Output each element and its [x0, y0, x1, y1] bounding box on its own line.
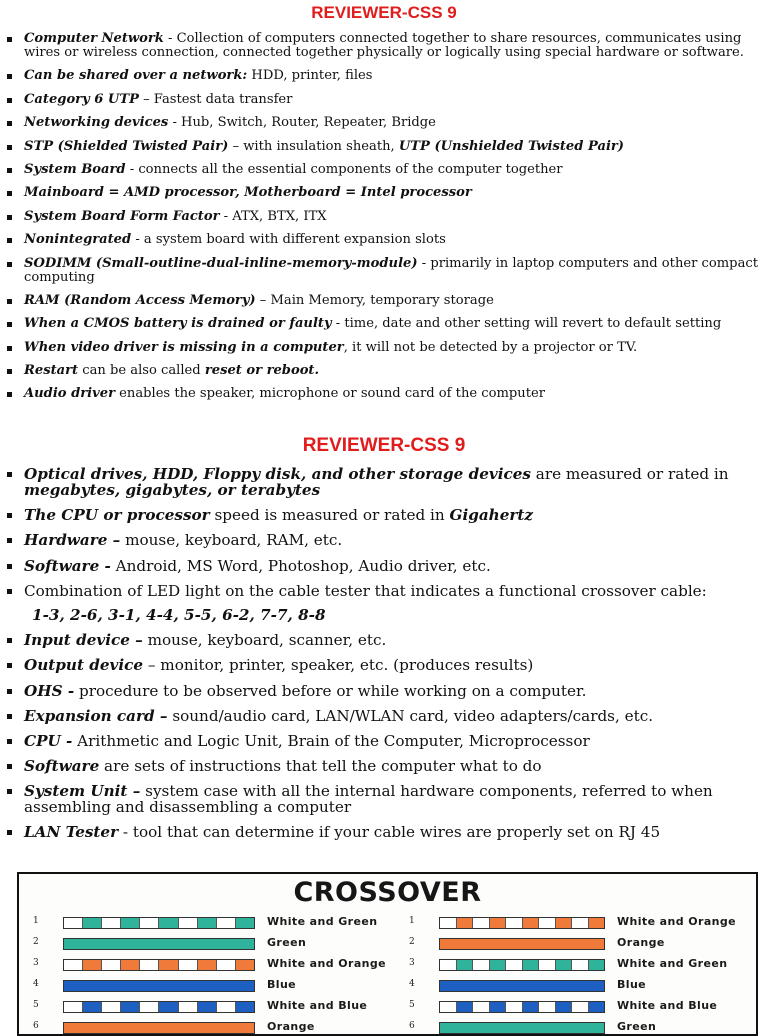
- list-item-term: Output device: [24, 656, 144, 675]
- list-item-term: 1-3, 2-6, 3-1, 4-4, 5-5, 6-2, 7-7, 8-8: [32, 605, 326, 624]
- list-item: [6, 69, 758, 83]
- wire-row: [33, 998, 393, 1018]
- wire-pin-number: 6: [33, 1021, 39, 1031]
- wire-color-label: White and Green: [267, 915, 378, 928]
- list-item-term: LAN Tester: [24, 823, 119, 842]
- wire-strip: [63, 938, 255, 950]
- reviewer-heading-1: REVIEWER-CSS 9: [311, 3, 457, 22]
- list-item-term: The CPU or processor: [24, 506, 210, 525]
- wire-color-label: White and Orange: [267, 957, 387, 970]
- list-item: [6, 683, 758, 699]
- list-item-text: Android, MS Word, Photoshop, Audio driver, etc.: [110, 556, 491, 575]
- wire-pin-number: 4: [409, 979, 415, 989]
- wire-strip: [63, 959, 255, 971]
- list-item-term: Hardware –: [24, 531, 121, 550]
- list-item-term: Networking devices: [24, 115, 169, 131]
- list-item-text: – Fastest data transfer: [138, 91, 293, 107]
- list-item: [6, 294, 758, 308]
- list-item: [6, 708, 758, 724]
- wire-row: [409, 935, 758, 955]
- list-item-text: - a system board with different expansion slots: [131, 232, 446, 248]
- wire-row: [33, 956, 393, 976]
- list-item: [6, 32, 758, 60]
- wire-row: [33, 1019, 393, 1036]
- wire-color-label: White and Blue: [617, 999, 718, 1012]
- list-item: [6, 507, 758, 523]
- list-item-term: Software -: [24, 556, 111, 575]
- list-item-term: When video driver is missing in a computer: [24, 339, 344, 355]
- list-item: [6, 233, 758, 247]
- wire-pin-number: 2: [33, 937, 39, 947]
- list-item-text: system case with all the internal hardware components, referred to when assembling and disassembling a computer: [24, 782, 713, 817]
- wire-row: [33, 977, 393, 997]
- list-item-term: Can be shared over a network:: [24, 68, 248, 84]
- list-item-text: - ATX, BTX, ITX: [219, 208, 327, 224]
- list-item-text: - Hub, Switch, Router, Repeater, Bridge: [168, 115, 436, 131]
- list-item-term: SODIMM (Small-outline-dual-inline-memory-module): [24, 255, 418, 271]
- wire-row: [409, 998, 758, 1018]
- wire-pin-number: 6: [409, 1021, 415, 1031]
- list-item-text: Combination of LED light on the cable tester that indicates a functional crossover cable:: [24, 581, 707, 600]
- diagram-title: CROSSOVER: [293, 877, 482, 908]
- reviewer-list-1: [6, 32, 758, 411]
- crossover-diagram: [17, 872, 758, 1036]
- list-item-term: Mainboard = AMD processor, Motherboard = Intel processor: [24, 185, 472, 201]
- list-item-text: - connects all the essential components of the computer together: [125, 161, 563, 177]
- list-item: [6, 558, 758, 574]
- wire-strip: [439, 959, 605, 971]
- list-item-text: - time, date and other setting will revert to default setting: [331, 316, 722, 332]
- list-item-text: are measured or rated in: [530, 465, 729, 483]
- list-item-text: - tool that can determine if your cable wires are properly set on RJ 45: [118, 823, 661, 842]
- list-item-text: procedure to be observed before or while working on a computer.: [74, 681, 587, 700]
- wire-color-label: Orange: [267, 1020, 315, 1033]
- list-item-term: OHS -: [24, 681, 75, 700]
- list-item: [6, 186, 758, 200]
- list-item: [6, 140, 758, 154]
- list-item-term: RAM (Random Access Memory): [24, 292, 256, 308]
- reviewer-list-2: [6, 466, 758, 850]
- list-item: [6, 758, 758, 774]
- list-item-term: Optical drives, HDD, Floppy disk, and other storage devices: [24, 465, 531, 483]
- list-item-term-secondary: UTP (Unshielded Twisted Pair): [398, 138, 625, 154]
- list-item-text: , it will not be detected by a projector or TV.: [343, 339, 638, 355]
- list-item-text: mouse, keyboard, scanner, etc.: [142, 631, 387, 650]
- list-item-text: – Main Memory, temporary storage: [255, 292, 494, 308]
- list-item-text: - Collection of computers connected together to share resources, communicates using wires or wireless connection, connected together physically or logically using special hardware or software.: [24, 31, 744, 60]
- list-item: [6, 116, 758, 130]
- list-item: [6, 583, 758, 599]
- list-item-term: Restart: [24, 363, 79, 379]
- wire-color-label: Green: [617, 1020, 657, 1033]
- list-item-term: System Board: [24, 161, 126, 177]
- wire-color-label: Green: [267, 936, 307, 949]
- list-item: [6, 387, 758, 401]
- list-item-text: Arithmetic and Logic Unit, Brain of the Computer, Microprocessor: [72, 731, 590, 750]
- wire-color-label: White and Blue: [267, 999, 368, 1012]
- list-item-text: enables the speaker, microphone or sound card of the computer: [114, 386, 546, 402]
- list-item-term: Nonintegrated: [24, 232, 132, 248]
- wire-pin-number: 1: [33, 916, 39, 926]
- reviewer-heading-2: REVIEWER-CSS 9: [302, 435, 466, 456]
- wire-color-label: Orange: [617, 936, 665, 949]
- list-item-term: Input device –: [24, 631, 143, 650]
- wire-pin-number: 5: [409, 1000, 415, 1010]
- list-item-text: can be also called: [78, 363, 205, 379]
- list-item-term-secondary: Gigahertz: [449, 506, 534, 525]
- wire-strip: [439, 938, 605, 950]
- list-item-term: Audio driver: [24, 386, 115, 402]
- wire-pin-number: 3: [409, 958, 415, 968]
- list-item-term: Expansion card –: [24, 706, 168, 725]
- list-item: [6, 532, 758, 548]
- wire-pin-number: 5: [33, 1000, 39, 1010]
- wire-pin-number: 1: [409, 916, 415, 926]
- list-item: [6, 632, 758, 648]
- wire-row: [409, 956, 758, 976]
- list-item: [6, 466, 758, 498]
- list-item-term-secondary: reset or reboot.: [204, 363, 320, 379]
- list-item-term: System Board Form Factor: [24, 208, 220, 224]
- wire-pin-number: 2: [409, 937, 415, 947]
- list-item-term: Category 6 UTP: [24, 91, 139, 107]
- list-item-text: sound/audio card, LAN/WLAN card, video adapters/cards, etc.: [167, 706, 654, 725]
- list-item-text: are sets of instructions that tell the computer what to do: [99, 757, 542, 776]
- wire-row: [409, 1019, 758, 1036]
- list-item-term-secondary: megabytes, gigabytes, or terabytes: [24, 481, 321, 499]
- list-item-text: – with insulation sheath,: [228, 138, 399, 154]
- list-item: [6, 364, 758, 378]
- wire-strip: [63, 980, 255, 992]
- wire-strip: [439, 1001, 605, 1013]
- wire-row: [33, 914, 393, 934]
- wire-color-label: White and Green: [617, 957, 728, 970]
- wire-color-label: Blue: [267, 978, 297, 991]
- wire-strip: [63, 1001, 255, 1013]
- list-item: [6, 733, 758, 749]
- list-item: [6, 163, 758, 177]
- list-item: [6, 210, 758, 224]
- list-item-text: mouse, keyboard, RAM, etc.: [120, 531, 343, 550]
- list-item-text: HDD, printer, files: [247, 68, 373, 84]
- list-item: [6, 824, 758, 840]
- list-item: [6, 783, 758, 815]
- list-item-term: System Unit –: [24, 782, 141, 801]
- list-item-text: – monitor, printer, speaker, etc. (produces results): [143, 656, 534, 675]
- wire-color-label: White and Orange: [617, 915, 737, 928]
- wire-strip: [63, 917, 255, 929]
- list-item-text: speed is measured or rated in: [209, 506, 450, 525]
- list-item: [6, 317, 758, 331]
- list-item: [6, 657, 758, 673]
- list-item: [6, 93, 758, 107]
- list-item-term: Software: [24, 757, 100, 776]
- wire-row: [33, 935, 393, 955]
- list-item: [6, 341, 758, 355]
- wire-row: [409, 914, 758, 934]
- list-item: [6, 257, 758, 285]
- list-item-term: STP (Shielded Twisted Pair): [24, 138, 229, 154]
- wire-row: [409, 977, 758, 997]
- list-item-term: Computer Network: [24, 31, 164, 46]
- wire-strip: [439, 917, 605, 929]
- wire-strip: [439, 980, 605, 992]
- list-item: [6, 607, 758, 623]
- list-item-text: - primarily in laptop computers and other compact computing: [24, 255, 758, 285]
- list-item-term: When a CMOS battery is drained or faulty: [24, 316, 332, 332]
- wire-color-label: Blue: [617, 978, 647, 991]
- wire-pin-number: 3: [33, 958, 39, 968]
- wire-pin-number: 4: [33, 979, 39, 989]
- list-item-term: CPU -: [24, 731, 73, 750]
